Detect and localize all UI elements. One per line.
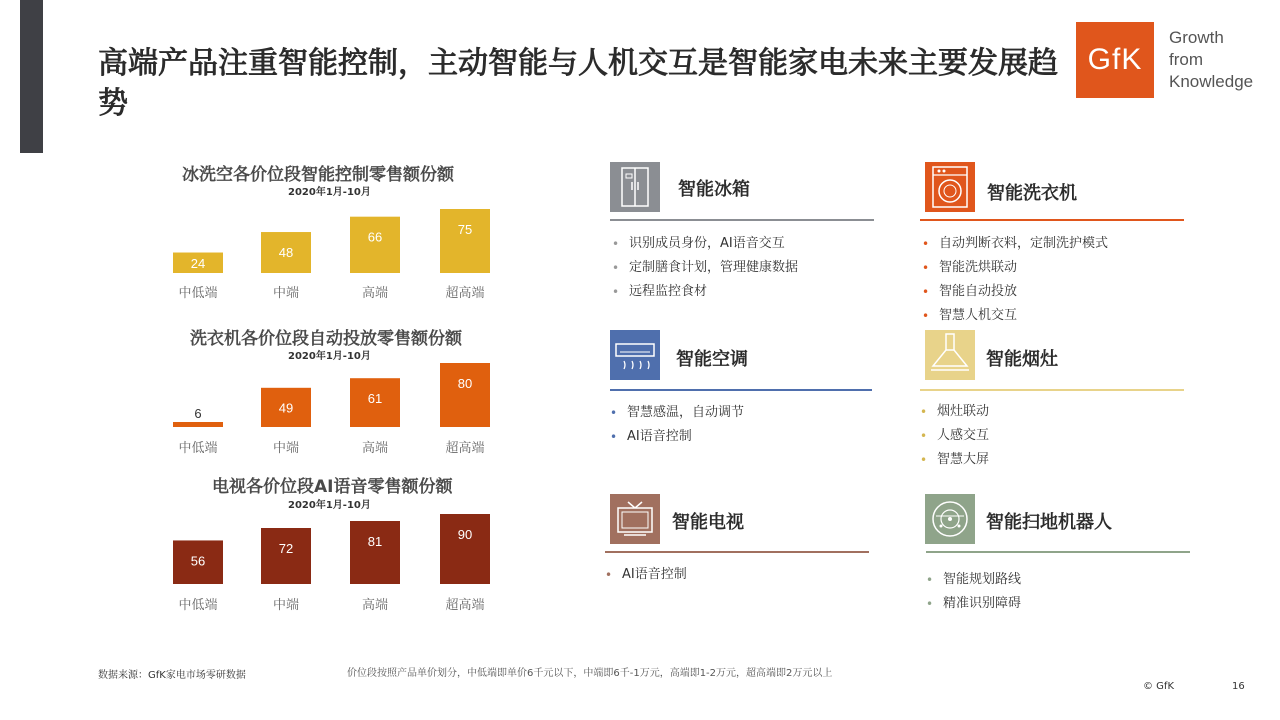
category-label: 超高端 — [445, 286, 485, 301]
bar-value-label: 90 — [457, 527, 473, 542]
chart-title: 电视各价位段AI语音零售额份额 — [212, 477, 453, 497]
bar-超高端 — [440, 514, 490, 584]
category-label: 中低端 — [178, 598, 218, 613]
card-divider — [610, 219, 874, 221]
list-item: • 自动判断衣料，定制洗护模式 — [922, 232, 1108, 256]
chart-subtitle: 2020年1月-10月 — [288, 187, 371, 198]
logo-mark: GfK — [1087, 43, 1143, 76]
card-title-washing-machine: 智能洗衣机 — [987, 183, 1077, 204]
bar-chart-ai-voice — [160, 510, 500, 615]
card-title-range-hood: 智能烟灶 — [986, 349, 1058, 370]
category-label: 高端 — [361, 286, 389, 301]
bar-chart-smart-control — [160, 205, 500, 305]
list-item: • 远程监控食材 — [612, 280, 798, 304]
list-item: • 识别成员身份，AI语音交互 — [612, 232, 798, 256]
bar-超高端 — [440, 209, 490, 273]
chart-subtitle: 2020年1月-10月 — [288, 351, 371, 362]
card-title-robot-vacuum: 智能扫地机器人 — [986, 512, 1112, 533]
air-conditioner-feature-list — [610, 401, 744, 449]
category-label: 中端 — [272, 286, 300, 301]
robot-vacuum-icon — [925, 494, 975, 544]
chart-subtitle: 2020年1月-10月 — [288, 500, 371, 511]
bar-中端 — [261, 528, 311, 584]
card-title-air-conditioner: 智能空调 — [676, 349, 748, 370]
bar-超高端 — [440, 363, 490, 427]
category-label: 中端 — [272, 598, 300, 613]
list-item: • 烟灶联动 — [920, 400, 989, 424]
chart-title: 冰洗空各价位段智能控制零售额份额 — [182, 165, 454, 185]
page-title: 高端产品注重智能控制，主动智能与人机交互是智能家电未来主要发展趋势 — [98, 46, 1058, 121]
category-label: 中低端 — [178, 441, 218, 456]
list-item: • AI语音控制 — [610, 425, 744, 449]
tv-feature-list — [605, 563, 687, 587]
logo-tagline-line: from — [1169, 50, 1203, 69]
bar-value-label: 75 — [457, 222, 473, 237]
range-hood-icon — [925, 330, 975, 380]
bar-高端 — [350, 521, 400, 584]
gfk-logo — [1076, 22, 1154, 98]
category-label: 中端 — [272, 441, 300, 456]
refrigerator-icon — [610, 162, 660, 212]
accent-bar — [20, 0, 43, 153]
category-label: 高端 — [361, 441, 389, 456]
list-item: • 定制膳食计划，管理健康数据 — [612, 256, 798, 280]
page-number: 16 — [1232, 681, 1245, 692]
robot-vacuum-feature-list — [926, 568, 1021, 616]
list-item: • 精准识别障碍 — [926, 592, 1021, 616]
logo-tagline — [1169, 27, 1253, 93]
category-label: 高端 — [361, 598, 389, 613]
list-item: • 智慧大屏 — [920, 448, 989, 472]
bar-value-label: 66 — [367, 229, 383, 245]
list-item: • AI语音控制 — [605, 563, 687, 587]
refrigerator-feature-list — [612, 232, 798, 304]
category-label: 超高端 — [445, 441, 485, 456]
bar-中低端 — [173, 422, 223, 427]
card-title-refrigerator: 智能冰箱 — [678, 179, 750, 200]
washing-machine-feature-list — [922, 232, 1108, 328]
card-divider — [605, 551, 869, 553]
bar-value-label: 49 — [278, 400, 294, 416]
card-divider — [920, 219, 1184, 221]
data-source-note: 数据来源：GfK家电市场零研数据 — [98, 670, 246, 681]
card-title-tv: 智能电视 — [672, 512, 744, 533]
bar-chart-auto-dosing — [160, 360, 500, 460]
bar-value-label: 24 — [190, 255, 206, 271]
bar-value-label: 80 — [457, 376, 473, 391]
price-tier-note: 价位段按照产品单价划分，中低端即单价6千元以下，中端即6千-1万元，高端即1-2万元，超高端即2万元以上 — [347, 668, 833, 679]
bar-value-label: 72 — [278, 541, 294, 556]
bar-value-label: 81 — [367, 534, 383, 549]
logo-tagline-line: Knowledge — [1169, 72, 1254, 91]
list-item: • 智能规划路线 — [926, 568, 1021, 592]
copyright: © GfK — [1143, 681, 1175, 692]
bar-value-label: 56 — [190, 553, 206, 569]
chart-title: 洗衣机各价位段自动投放零售额份额 — [190, 329, 462, 349]
list-item: • 人感交互 — [920, 424, 989, 448]
logo-tagline-line: Growth — [1169, 28, 1224, 47]
card-divider — [926, 551, 1190, 553]
air-conditioner-icon — [610, 330, 660, 380]
list-item: • 智能自动投放 — [922, 280, 1108, 304]
bar-value-label: 6 — [194, 406, 202, 421]
bar-value-label: 48 — [278, 245, 294, 261]
bar-value-label: 61 — [367, 391, 383, 407]
bar-高端 — [350, 217, 400, 273]
card-divider — [610, 389, 872, 391]
list-item: • 智能洗烘联动 — [922, 256, 1108, 280]
range-hood-feature-list — [920, 400, 989, 472]
washing-machine-icon — [925, 162, 975, 212]
category-label: 中低端 — [178, 286, 218, 301]
tv-icon — [610, 494, 660, 544]
list-item: • 智慧感温，自动调节 — [610, 401, 744, 425]
card-divider — [920, 389, 1184, 391]
list-item: • 智慧人机交互 — [922, 304, 1108, 328]
category-label: 超高端 — [445, 598, 485, 613]
